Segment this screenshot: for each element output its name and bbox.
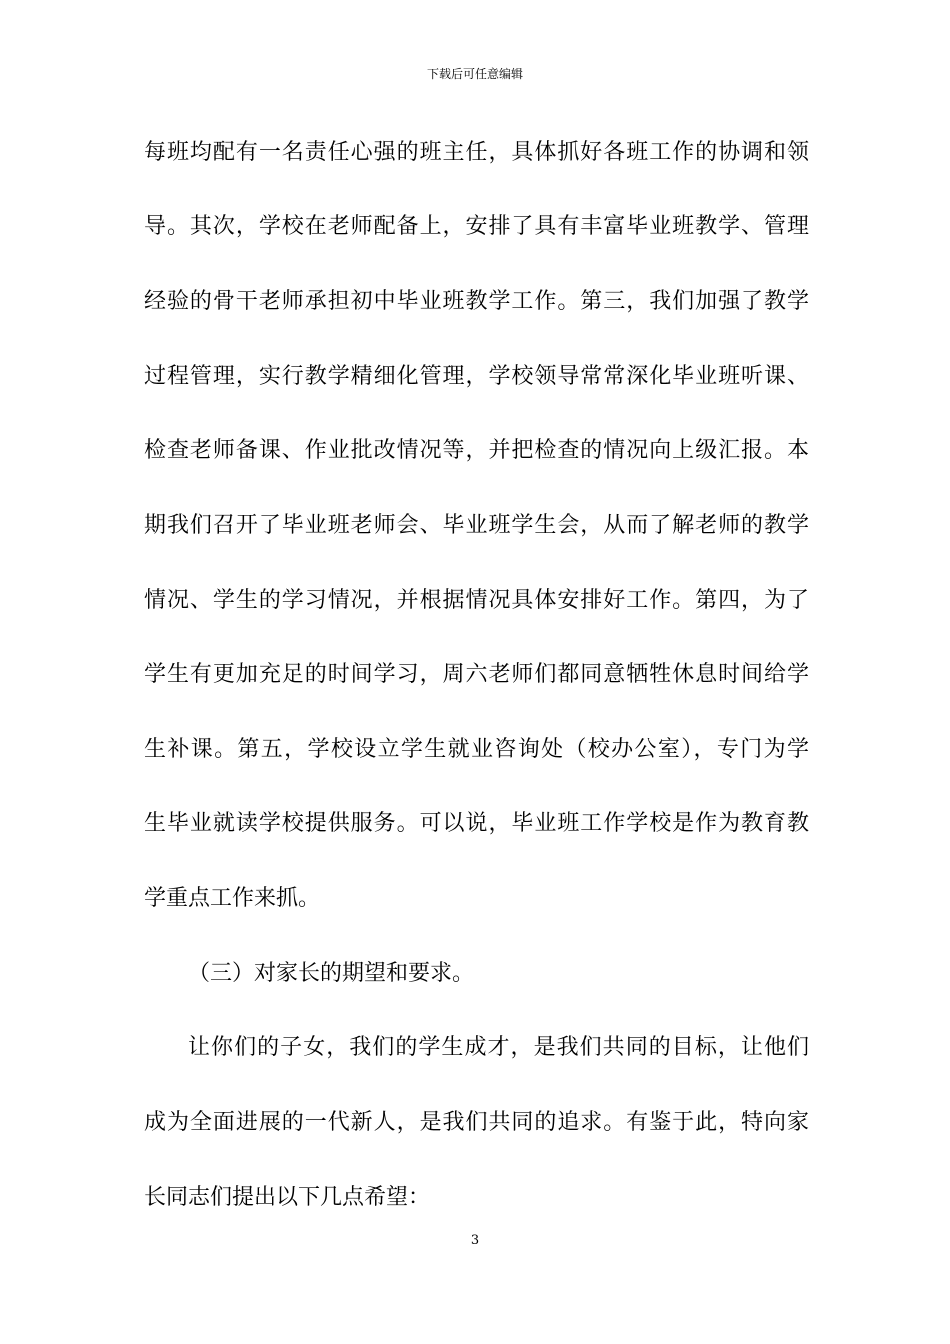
text-line: 导。其次，学校在老师配备上，安排了具有丰富毕业班教学、管理 <box>144 214 809 239</box>
text-line: 期我们召开了毕业班老师会、毕业班学生会，从而了解老师的教学 <box>144 513 809 538</box>
text-line: 生补课。第五，学校设立学生就业咨询处（校办公室），专门为学 <box>144 737 809 762</box>
text-line: 检查老师备课、作业批改情况等，并把检查的情况向上级汇报。本 <box>144 438 809 463</box>
text-line: 过程管理，实行教学精细化管理，学校领导常常深化毕业班听课、 <box>144 364 809 389</box>
text-line: 成为全面进展的一代新人，是我们共同的追求。有鉴于此，特向家 <box>144 1110 809 1135</box>
text-line: 每班均配有一名责任心强的班主任，具体抓好各班工作的协调和领 <box>144 140 809 165</box>
text-line: 情况、学生的学习情况，并根据情况具体安排好工作。第四，为了 <box>144 588 809 613</box>
page-header: 下载后可任意编辑 <box>426 67 523 81</box>
text-line: 学生有更加充足的时间学习，周六老师们都同意牺牲休息时间给学 <box>144 662 809 687</box>
text-line-last: 长同志们提出以下几点希望： <box>144 1185 431 1210</box>
page-number: 3 <box>470 1233 480 1248</box>
text-line: 生毕业就读学校提供服务。可以说，毕业班工作学校是作为教育教 <box>144 811 809 836</box>
text-line-last: 学重点工作来抓。 <box>144 886 321 911</box>
text-line: 让你们的子女，我们的学生成才，是我们共同的目标，让他们 <box>188 1035 809 1060</box>
text-line: 经验的骨干老师承担初中毕业班教学工作。第三，我们加强了教学 <box>144 289 809 314</box>
section-heading: （三）对家长的期望和要求。 <box>188 961 475 986</box>
